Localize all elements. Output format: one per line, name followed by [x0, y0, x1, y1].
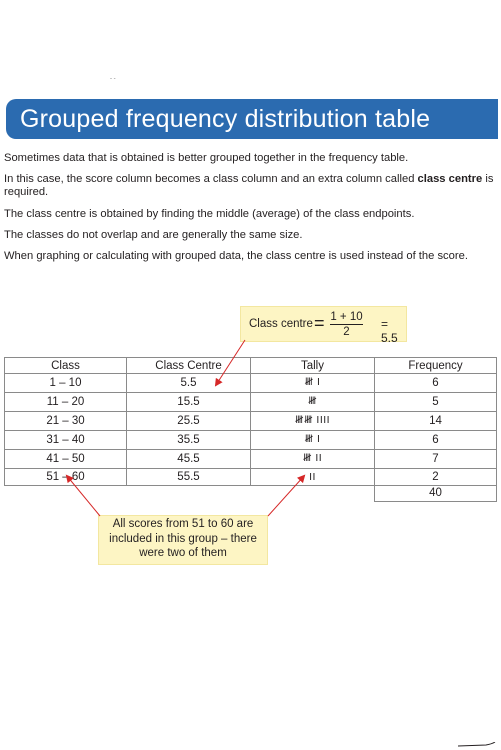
header-tally: Tally [251, 358, 375, 374]
paragraph-overlap: The classes do not overlap and are generally the same size. [4, 229, 303, 241]
cell-frequency: 6 [375, 374, 497, 393]
cell-tally: II [251, 469, 375, 485]
formula-equals: = [314, 313, 325, 333]
class-centre-term: class centre [417, 173, 483, 185]
fraction-denominator: 2 [343, 326, 350, 338]
cell-centre: 15.5 [127, 393, 251, 412]
cell-class: 51 – 60 [5, 469, 127, 485]
cell-frequency: 6 [375, 431, 497, 450]
arrow-to-class-cell [67, 476, 100, 516]
cell-centre: 5.5 [127, 374, 251, 393]
header-frequency: Frequency [375, 358, 497, 374]
cell-centre: 45.5 [127, 450, 251, 469]
cell-centre: 25.5 [127, 412, 251, 431]
cell-centre: 55.5 [127, 469, 251, 485]
header-class: Class [5, 358, 127, 374]
cell-tally: 𝍸 [251, 393, 375, 412]
cell-class: 1 – 10 [5, 374, 127, 393]
cell-frequency: 5 [375, 393, 497, 412]
header-class-centre: Class Centre [127, 358, 251, 374]
paragraph-class-centre: The class centre is obtained by finding the middle (average) of the class endpoints. [4, 208, 415, 220]
cell-centre: 35.5 [127, 431, 251, 450]
corner-mark [458, 742, 496, 748]
cell-tally: 𝍸 I [251, 374, 375, 393]
formula-result: = 5.5 [381, 317, 398, 345]
cell-class: 11 – 20 [5, 393, 127, 412]
cell-frequency: 7 [375, 450, 497, 469]
fraction-numerator: 1 + 10 [330, 311, 363, 323]
cell-frequency: 14 [375, 412, 497, 431]
cell-tally: 𝍸 I [251, 431, 375, 450]
cell-class: 21 – 30 [5, 412, 127, 431]
paragraph-text: is required. [4, 173, 494, 198]
cell-class: 31 – 40 [5, 431, 127, 450]
arrow-to-class-centre [216, 340, 245, 385]
cell-class: 41 – 50 [5, 450, 127, 469]
cell-tally: 𝍸𝍸 IIII [251, 412, 375, 431]
arrow-to-tally-cell [268, 476, 304, 516]
cell-frequency: 2 [375, 469, 497, 485]
paragraph-intro: Sometimes data that is obtained is better grouped together in the frequency table. [4, 152, 409, 164]
paragraph-text: In this case, the score column becomes a class column and an extra column called [4, 173, 418, 185]
page-title: Grouped frequency distribution table [20, 105, 431, 133]
registration-marks: - - [110, 76, 116, 82]
paragraph-graphing: When graphing or calculating with grouped data, the class centre is used instead of the score. [4, 250, 468, 262]
cell-tally: 𝍸 II [251, 450, 375, 469]
note-callout: All scores from 51 to 60 are included in this group – there were two of them [98, 515, 268, 565]
formula-label: Class centre [249, 318, 313, 330]
frequency-total: 40 [375, 485, 497, 501]
